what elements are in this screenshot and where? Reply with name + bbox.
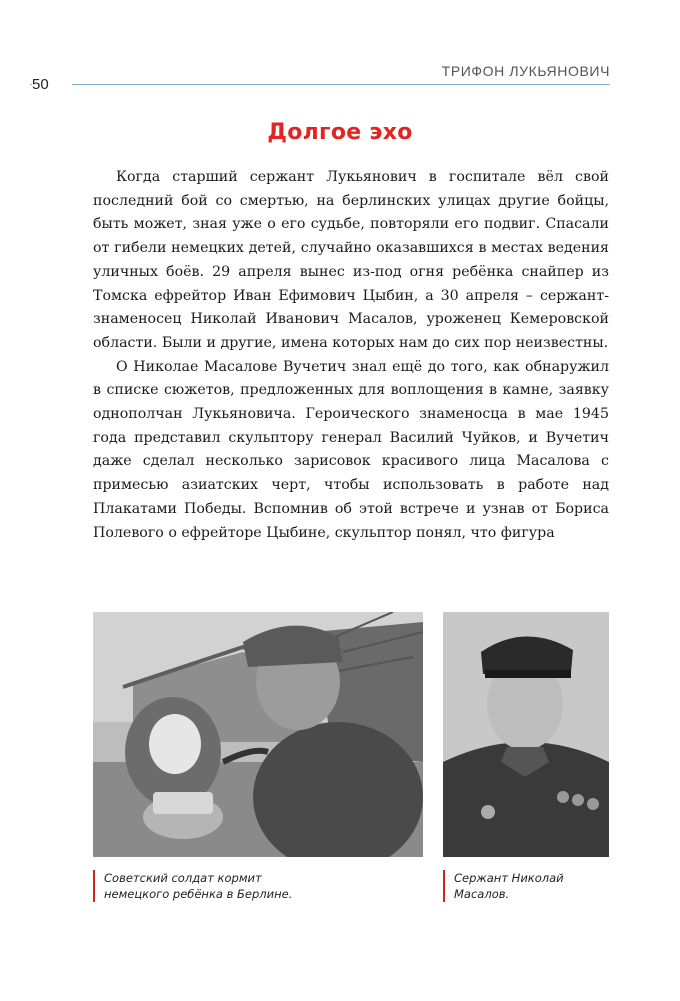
page-number: 50 <box>32 75 72 95</box>
paragraph: О Николае Масалове Вучетич знал ещё до того, как обнаружил в списке сюжетов, предложенных для воплощения в камне, заявку однополчан Лукьяновича. Героического знаменосца в мае 1945 года представил скульптору генерал Василий Чуйков, и Вучетич даже сделал несколько зарисовок красивого лица Масалова с примесью азиатских черт, чтобы использовать в работе над Плакатами Победы. Вспомнив об этой встрече и узнав от Бориса Полевого о ефрейторе Цыбине, скульптор понял, что фигура <box>93 358 609 541</box>
body-text <box>93 166 609 545</box>
figure-caption <box>93 870 334 902</box>
header-rule <box>30 84 610 85</box>
caption-line: Масалов. <box>454 887 510 901</box>
running-title: ТРИФОН ЛУКЬЯНОВИЧ <box>436 63 610 79</box>
caption-line: Сержант Николай <box>454 871 564 885</box>
paragraph: Когда старший сержант Лукьянович в госпитале вёл свой последний бой со смертью, на берлинских улицах другие бойцы, быть может, зная уже о его судьбе, повторяли его подвиг. Спасали от гибели немецких детей, случайно оказавшихся в местах ведения уличных боёв. 29 апреля вынес из-под огня ребёнка снайпер из Томска ефрейтор Иван Ефимович Цыбин, а 30 апреля – сержант-знаменосец Николай Иванович Масалов, уроженец Кемеровской области. Были и другие, имена которых нам до сих пор неизвестны. <box>93 169 609 351</box>
caption-line: немецкого ребёнка в Берлине. <box>104 887 293 901</box>
figure-caption <box>443 870 604 902</box>
soldier-feeding-child-photo <box>93 612 423 857</box>
chapter-title: Долгое эхо <box>267 120 413 145</box>
sergeant-portrait-photo <box>443 612 609 857</box>
caption-line: Советский солдат кормит <box>104 871 262 885</box>
